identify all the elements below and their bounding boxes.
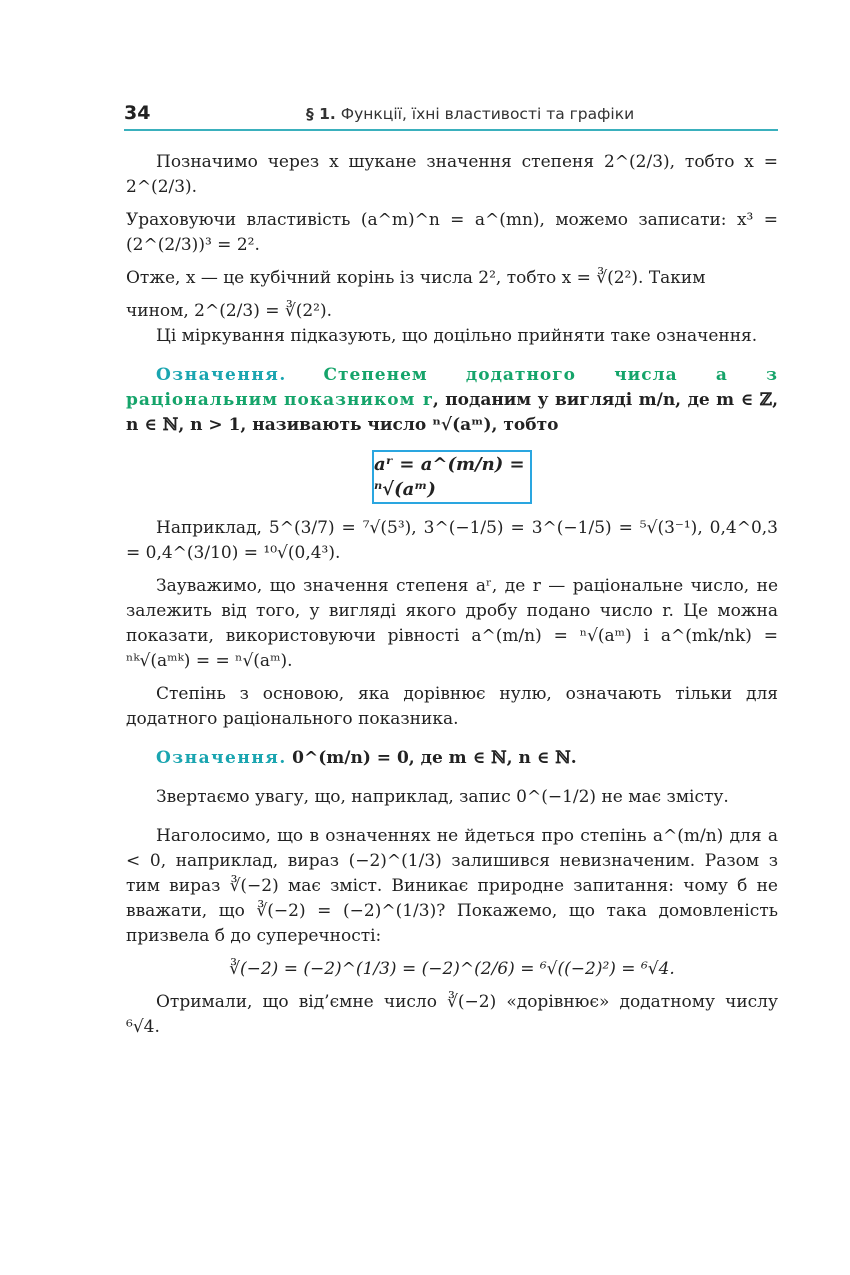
paragraph-10: Наголосимо, що в означеннях не йдеться про степінь a^(m/n) для a < 0, наприклад, вираз (−2)^(1/3) залишився невизначеним. Разом з тим вираз ∛(−2) має зміст. Виникає природне запитання: чому б не вважати, що ∛(−2) = (−2)^(1/3)? Покажемо, що така домовленість призвела б до суперечності:	[126, 826, 778, 946]
definition-1-text-a: Степенем додатного числа a з раціональним	[126, 365, 778, 410]
section-title: Функції, їхні властивості та графіки	[340, 105, 635, 123]
paragraph-9: Звертаємо увагу, що, наприклад, запис 0^(−1/2) не має змісту.	[156, 787, 729, 807]
formula-2: ∛(−2) = (−2)^(1/3) = (−2)^(2/6) = ⁶√((−2)²) = ⁶√4.	[229, 959, 675, 979]
header-rule	[124, 129, 778, 131]
paragraph-4: чином, 2^(2/3) = ∛(2²).	[126, 301, 333, 321]
paragraph-8: Степінь з основою, яка дорівнює нулю, означають тільки для додатного раціонального показника.	[126, 684, 778, 729]
definition-1-formula-box	[372, 450, 532, 504]
paragraph-3: Отже, x — це кубічний корінь із числа 2², тобто x = ∛(2²). Таким	[126, 268, 706, 288]
paragraph-1: Позначимо через x шукане значення степеня 2^(2/3), тобто x = 2^(2/3).	[126, 152, 778, 197]
paragraph-2: Ураховуючи властивість (a^m)^n = a^(mn), можемо записати: x³ = (2^(2/3))³ = 2².	[126, 210, 778, 255]
running-head	[306, 105, 634, 123]
definition-1-text-b: показником r	[284, 390, 433, 410]
section-mark: § 1.	[306, 105, 336, 123]
definition-1-text-c: , поданим у вигляді m/n, де m ∈ ℤ, n ∈ ℕ, n > 1, називають число ⁿ√(aᵐ), тобто	[126, 390, 779, 435]
definition-1-label: Означення.	[156, 365, 287, 385]
definition-2	[126, 746, 778, 771]
definition-1	[126, 363, 778, 438]
paragraph-11: Отримали, що від’ємне число ∛(−2) «дорівнює» додатному числу ⁶√4.	[126, 992, 778, 1037]
definition-1-formula: aʳ = a^(m/n) = ⁿ√(aᵐ)	[374, 454, 525, 500]
page-header	[124, 100, 778, 130]
definition-2-label: Означення.	[156, 748, 287, 768]
definition-2-text: 0^(m/n) = 0, де m ∈ ℕ, n ∈ ℕ.	[292, 748, 577, 768]
paragraph-7: Зауважимо, що значення степеня aʳ, де r — раціональне число, не залежить від того, у вигляді якого дробу подано число r. Це можна показати, використовуючи рівності a^(m/n) = ⁿ√(aᵐ) і a^(mk/nk) = ⁿᵏ√(aᵐᵏ) = = ⁿ√(aᵐ).	[126, 576, 778, 671]
page-number: 34	[124, 102, 151, 124]
paragraph-6: Наприклад, 5^(3/7) = ⁷√(5³), 3^(−1/5) = 3^(−1/5) = ⁵√(3⁻¹), 0,4^0,3 = 0,4^(3/10) = ¹⁰√(0,4³).	[126, 518, 778, 563]
paragraph-5: Ці міркування підказують, що доцільно прийняти таке означення.	[156, 326, 758, 346]
page-content	[126, 150, 778, 1040]
